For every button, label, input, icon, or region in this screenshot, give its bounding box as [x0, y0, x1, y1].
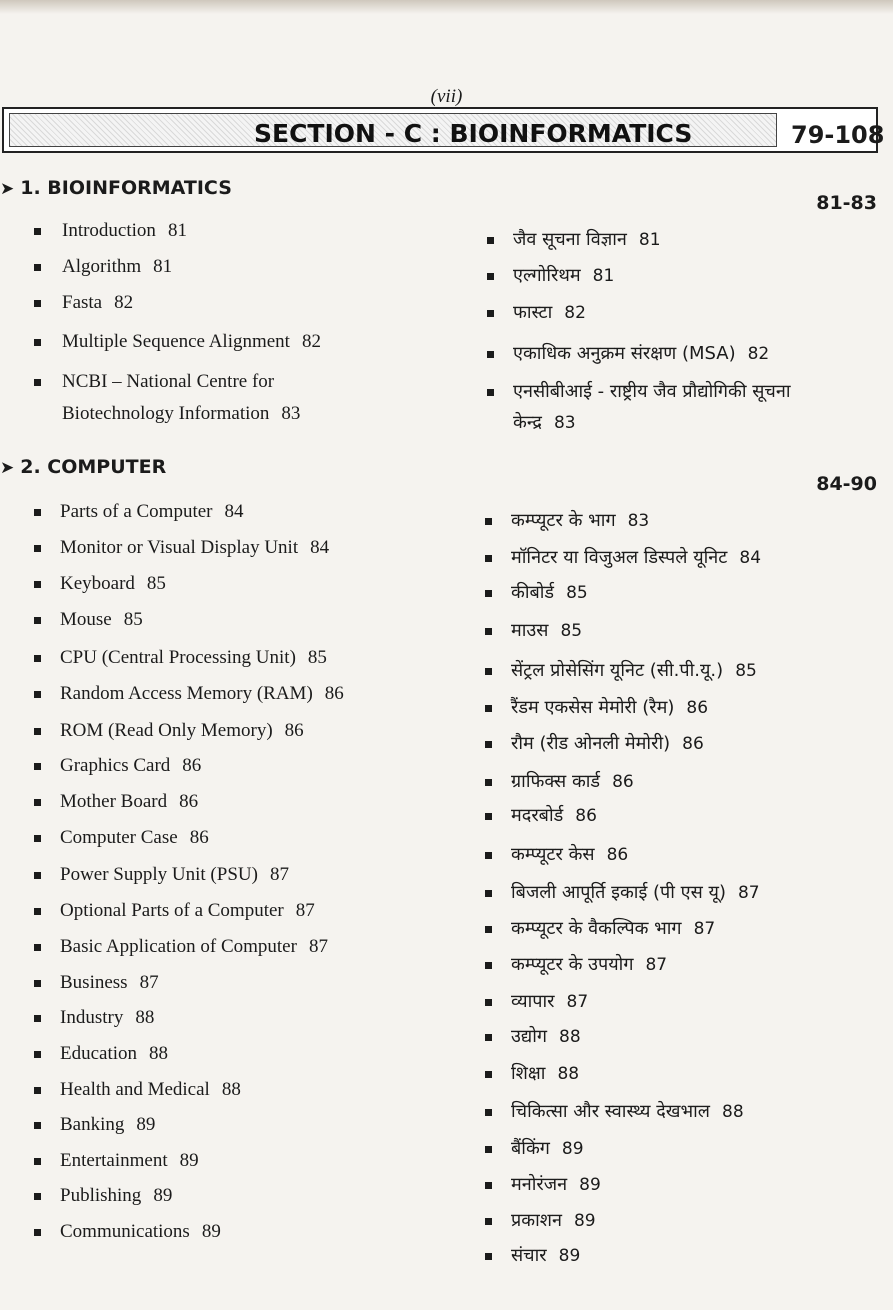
bullet-icon [34, 545, 41, 552]
toc-entry-title: माउस [511, 620, 549, 641]
toc-entry-title: Communications [60, 1221, 190, 1242]
toc-entry [511, 840, 628, 870]
toc-entry-page: 88 [221, 1079, 241, 1100]
toc-entry-page: 88 [722, 1102, 744, 1122]
toc-entry-page: 88 [135, 1007, 155, 1028]
toc-entry-page: 83 [281, 403, 301, 424]
toc-entry-title: Introduction [62, 220, 156, 241]
toc-entry [60, 1181, 172, 1211]
toc-entry-page: 87 [269, 864, 289, 885]
toc-entry [60, 643, 327, 673]
toc-entry [60, 716, 304, 746]
toc-entry-title: Mother Board [60, 791, 168, 812]
toc-entry [513, 225, 661, 255]
toc-entry-title: केन्द्र [513, 412, 542, 433]
toc-entry-page: 82 [114, 292, 134, 313]
bullet-icon [485, 590, 492, 597]
toc-entry [60, 787, 198, 817]
toc-entry-page: 86 [179, 791, 199, 812]
toc-entry [511, 1241, 580, 1271]
toc-entry-title: प्रकाशन [511, 1210, 562, 1231]
toc-entry [511, 801, 597, 831]
toc-entry [511, 1170, 601, 1200]
toc-entry [62, 252, 172, 282]
bullet-icon [34, 908, 41, 915]
toc-entry-title: रैंडम एकसेस मेमोरी (रैम) [511, 697, 675, 718]
toc-entry-page: 85 [146, 573, 166, 594]
toc-entry-title: CPU (Central Processing Unit) [60, 647, 296, 668]
toc-entry [511, 729, 704, 759]
toc-entry-page: 86 [686, 698, 709, 718]
toc-entry-title: ROM (Read Only Memory) [60, 720, 273, 741]
bullet-icon [485, 1253, 492, 1260]
bullet-icon [34, 617, 41, 624]
toc-entry-title: Monitor or Visual Display Unit [60, 537, 299, 558]
toc-entry-title: NCBI – National Centre for [62, 371, 275, 392]
toc-entry [511, 1134, 584, 1164]
bullet-icon [485, 813, 492, 820]
toc-entry-title: Publishing [60, 1185, 142, 1206]
bullet-icon [34, 799, 41, 806]
toc-entry [60, 1146, 199, 1176]
toc-entry-title: Banking [60, 1114, 125, 1135]
bullet-icon [485, 1182, 492, 1189]
arrow-icon: ➤ [0, 458, 15, 478]
toc-entry [60, 860, 289, 890]
toc-entry-page: 86 [606, 845, 629, 865]
toc-entry-title: Mouse [60, 609, 112, 630]
toc-entry [62, 327, 321, 357]
toc-entry-title: मदरबोर्ड [511, 805, 564, 826]
toc-entry-continued [62, 399, 300, 429]
toc-entry [511, 914, 715, 944]
toc-entry-title: कम्प्यूटर केस [511, 844, 595, 865]
toc-entry-page: 87 [139, 972, 159, 993]
bullet-icon [34, 1158, 41, 1165]
toc-entry-page: 85 [735, 661, 757, 681]
chapter-heading-text: 1. BIOINFORMATICS [20, 177, 232, 199]
toc-entry-title: कम्प्यूटर के वैकल्पिक भाग [511, 918, 682, 939]
toc-entry [60, 932, 328, 962]
toc-entry-title: Education [60, 1043, 138, 1064]
toc-entry-title: Optional Parts of a Computer [60, 900, 284, 921]
bullet-icon [34, 1193, 41, 1200]
toc-entry-title: शिक्षा [511, 1063, 546, 1084]
toc-entry [511, 1206, 596, 1236]
toc-entry-page: 81 [638, 230, 661, 250]
toc-entry [60, 1110, 155, 1140]
toc-entry-page: 85 [560, 621, 583, 641]
bullet-icon [34, 1051, 41, 1058]
toc-entry-page: 87 [645, 955, 668, 975]
bullet-icon [485, 1034, 492, 1041]
toc-entry-page: 81 [592, 266, 615, 286]
toc-entry-title: रौम (रीड ओनली मेमोरी) [511, 733, 671, 754]
toc-entry [60, 1003, 154, 1033]
bullet-icon [34, 1122, 41, 1129]
page-number: (vii) [430, 86, 463, 107]
bullet-icon [34, 872, 41, 879]
toc-entry-page: 83 [553, 413, 576, 433]
toc-entry-page: 88 [557, 1064, 580, 1084]
toc-entry-title: Health and Medical [60, 1079, 210, 1100]
toc-entry-continued [513, 408, 576, 438]
toc-entry-page: 88 [149, 1043, 169, 1064]
toc-entry [60, 1039, 168, 1069]
section-page-range: 79-108 [791, 121, 885, 149]
toc-entry-title: बिजली आपूर्ति इकाई (पी एस यू) [511, 882, 726, 903]
bullet-icon [34, 1087, 41, 1094]
toc-entry-page: 87 [737, 883, 760, 903]
toc-entry-page: 84 [310, 537, 330, 558]
page-top-edge [0, 0, 893, 14]
toc-entry [511, 1097, 744, 1127]
bullet-icon [485, 741, 492, 748]
toc-entry [60, 569, 166, 599]
toc-entry [60, 1075, 241, 1105]
toc-entry [511, 767, 634, 797]
bullet-icon [34, 655, 41, 662]
toc-entry [511, 987, 588, 1017]
chapter-heading-1 [0, 177, 232, 199]
toc-entry [511, 693, 708, 723]
toc-entry [511, 543, 761, 573]
bullet-icon [485, 1146, 492, 1153]
bullet-icon [34, 1015, 41, 1022]
bullet-icon [34, 1229, 41, 1236]
chapter-range-1: 81-83 [816, 192, 877, 214]
toc-entry [60, 1217, 221, 1247]
toc-entry-title: संचार [511, 1245, 547, 1266]
bullet-icon [485, 779, 492, 786]
toc-entry [513, 298, 586, 328]
toc-entry-page: 89 [579, 1175, 601, 1195]
chapter-heading-2 [0, 456, 166, 478]
toc-entry-title: Graphics Card [60, 755, 171, 776]
toc-entry-page: 87 [295, 900, 315, 921]
bullet-icon [485, 1218, 492, 1225]
toc-entry [60, 751, 201, 781]
toc-entry-title: Multiple Sequence Alignment [62, 331, 290, 352]
bullet-icon [485, 1071, 492, 1078]
toc-entry-title: Random Access Memory (RAM) [60, 683, 313, 704]
toc-entry-page: 89 [561, 1139, 584, 1159]
toc-entry-title: Computer Case [60, 827, 178, 848]
bullet-icon [485, 890, 492, 897]
toc-entry-page: 87 [308, 936, 328, 957]
toc-entry-title: कम्प्यूटर के भाग [511, 510, 616, 531]
bullet-icon [34, 728, 41, 735]
toc-entry-page: 86 [612, 772, 634, 792]
toc-entry-page: 86 [182, 755, 202, 776]
chapter-range-2: 84-90 [816, 473, 877, 495]
toc-entry-page: 82 [301, 331, 321, 352]
bullet-icon [485, 962, 492, 969]
toc-entry [511, 1059, 579, 1089]
bullet-icon [34, 264, 41, 271]
bullet-icon [34, 339, 41, 346]
toc-entry [511, 656, 757, 686]
toc-entry-title: सेंट्रल प्रोसेसिंग यूनिट (सी.पी.यू.) [511, 660, 724, 681]
toc-entry [513, 377, 791, 407]
toc-entry-title: एनसीबीआई - राष्ट्रीय जैव प्रौद्योगिकी सूचना [513, 381, 791, 402]
bullet-icon [34, 509, 41, 516]
toc-entry-title: Parts of a Computer [60, 501, 213, 522]
toc-entry-title: जैव सूचना विज्ञान [513, 229, 627, 250]
bullet-icon [485, 628, 492, 635]
bullet-icon [485, 999, 492, 1006]
bullet-icon [487, 237, 494, 244]
bullet-icon [34, 581, 41, 588]
toc-entry [60, 605, 143, 635]
toc-entry-title: एल्गोरिथम [513, 265, 581, 286]
toc-entry-title: एकाधिक अनुक्रम संरक्षण (MSA) [513, 343, 736, 364]
toc-entry [60, 533, 329, 563]
bullet-icon [34, 300, 41, 307]
toc-entry-page: 84 [224, 501, 244, 522]
toc-entry [62, 367, 274, 397]
bullet-icon [487, 310, 494, 317]
toc-entry [511, 506, 649, 536]
toc-entry-page: 86 [189, 827, 209, 848]
toc-entry-title: Industry [60, 1007, 124, 1028]
toc-entry-page: 89 [558, 1246, 581, 1266]
chapter-heading-text: 2. COMPUTER [20, 456, 167, 478]
toc-entry-page: 84 [739, 548, 762, 568]
bullet-icon [34, 944, 41, 951]
toc-entry-title: Biotechnology Information [62, 403, 270, 424]
bullet-icon [485, 705, 492, 712]
bullet-icon [34, 379, 41, 386]
toc-entry [62, 216, 187, 246]
toc-entry-title: व्यापार [511, 991, 555, 1012]
toc-entry [511, 1022, 581, 1052]
toc-entry-page: 87 [693, 919, 716, 939]
toc-entry-title: कम्प्यूटर के उपयोग [511, 954, 634, 975]
section-title: SECTION - C : BIOINFORMATICS [254, 119, 693, 148]
toc-entry-page: 82 [564, 303, 586, 323]
bullet-icon [485, 518, 492, 525]
toc-entry [511, 616, 582, 646]
toc-entry-page: 85 [123, 609, 143, 630]
toc-entry-page: 89 [136, 1114, 156, 1135]
toc-entry-page: 87 [566, 992, 589, 1012]
toc-entry-title: Power Supply Unit (PSU) [60, 864, 258, 885]
bullet-icon [485, 668, 492, 675]
toc-entry [513, 339, 769, 369]
bullet-icon [487, 351, 494, 358]
toc-entry-title: कीबोर्ड [511, 582, 555, 603]
toc-entry-page: 81 [153, 256, 173, 277]
toc-entry [60, 896, 315, 926]
toc-entry [60, 497, 244, 527]
toc-entry-title: Keyboard [60, 573, 135, 594]
section-banner [2, 107, 885, 153]
toc-entry-page: 89 [201, 1221, 221, 1242]
toc-entry [60, 679, 344, 709]
toc-entry-page: 82 [747, 344, 770, 364]
toc-entry-title: चिकित्सा और स्वास्थ्य देखभाल [511, 1101, 710, 1122]
toc-entry [513, 261, 614, 291]
toc-entry-title: मॉनिटर या विजुअल डिस्पले यूनिट [511, 547, 728, 568]
toc-entry-page: 86 [575, 806, 597, 826]
toc-entry-page: 86 [284, 720, 304, 741]
bullet-icon [34, 228, 41, 235]
toc-entry-title: मनोरंजन [511, 1174, 568, 1195]
toc-entry [511, 578, 588, 608]
toc-entry-title: ग्राफिक्स कार्ड [511, 771, 601, 792]
toc-entry-page: 81 [167, 220, 187, 241]
toc-entry-title: उद्योग [511, 1026, 547, 1047]
toc-entry-page: 89 [153, 1185, 173, 1206]
toc-entry-title: बैंकिंग [511, 1138, 550, 1159]
toc-entry [62, 288, 133, 318]
toc-entry-title: Algorithm [62, 256, 142, 277]
bullet-icon [487, 273, 494, 280]
bullet-icon [485, 555, 492, 562]
toc-entry-page: 88 [559, 1027, 581, 1047]
bullet-icon [485, 852, 492, 859]
toc-entry-page: 85 [566, 583, 588, 603]
toc-entry [511, 878, 760, 908]
toc-entry-page: 86 [682, 734, 704, 754]
toc-entry-title: Business [60, 972, 128, 993]
toc-entry-title: फास्टा [513, 302, 553, 323]
bullet-icon [34, 835, 41, 842]
toc-entry [511, 950, 667, 980]
bullet-icon [487, 389, 494, 396]
bullet-icon [34, 763, 41, 770]
bullet-icon [485, 1109, 492, 1116]
toc-entry-page: 85 [307, 647, 327, 668]
bullet-icon [34, 691, 41, 698]
bullet-icon [485, 926, 492, 933]
toc-entry-page: 83 [627, 511, 650, 531]
toc-entry [60, 968, 159, 998]
toc-entry-title: Basic Application of Computer [60, 936, 297, 957]
arrow-icon: ➤ [0, 179, 15, 199]
toc-entry-page: 86 [324, 683, 344, 704]
toc-entry [60, 823, 209, 853]
toc-entry-page: 89 [573, 1211, 596, 1231]
toc-entry-page: 89 [179, 1150, 199, 1171]
toc-entry-title: Fasta [62, 292, 103, 313]
toc-entry-title: Entertainment [60, 1150, 168, 1171]
bullet-icon [34, 980, 41, 987]
